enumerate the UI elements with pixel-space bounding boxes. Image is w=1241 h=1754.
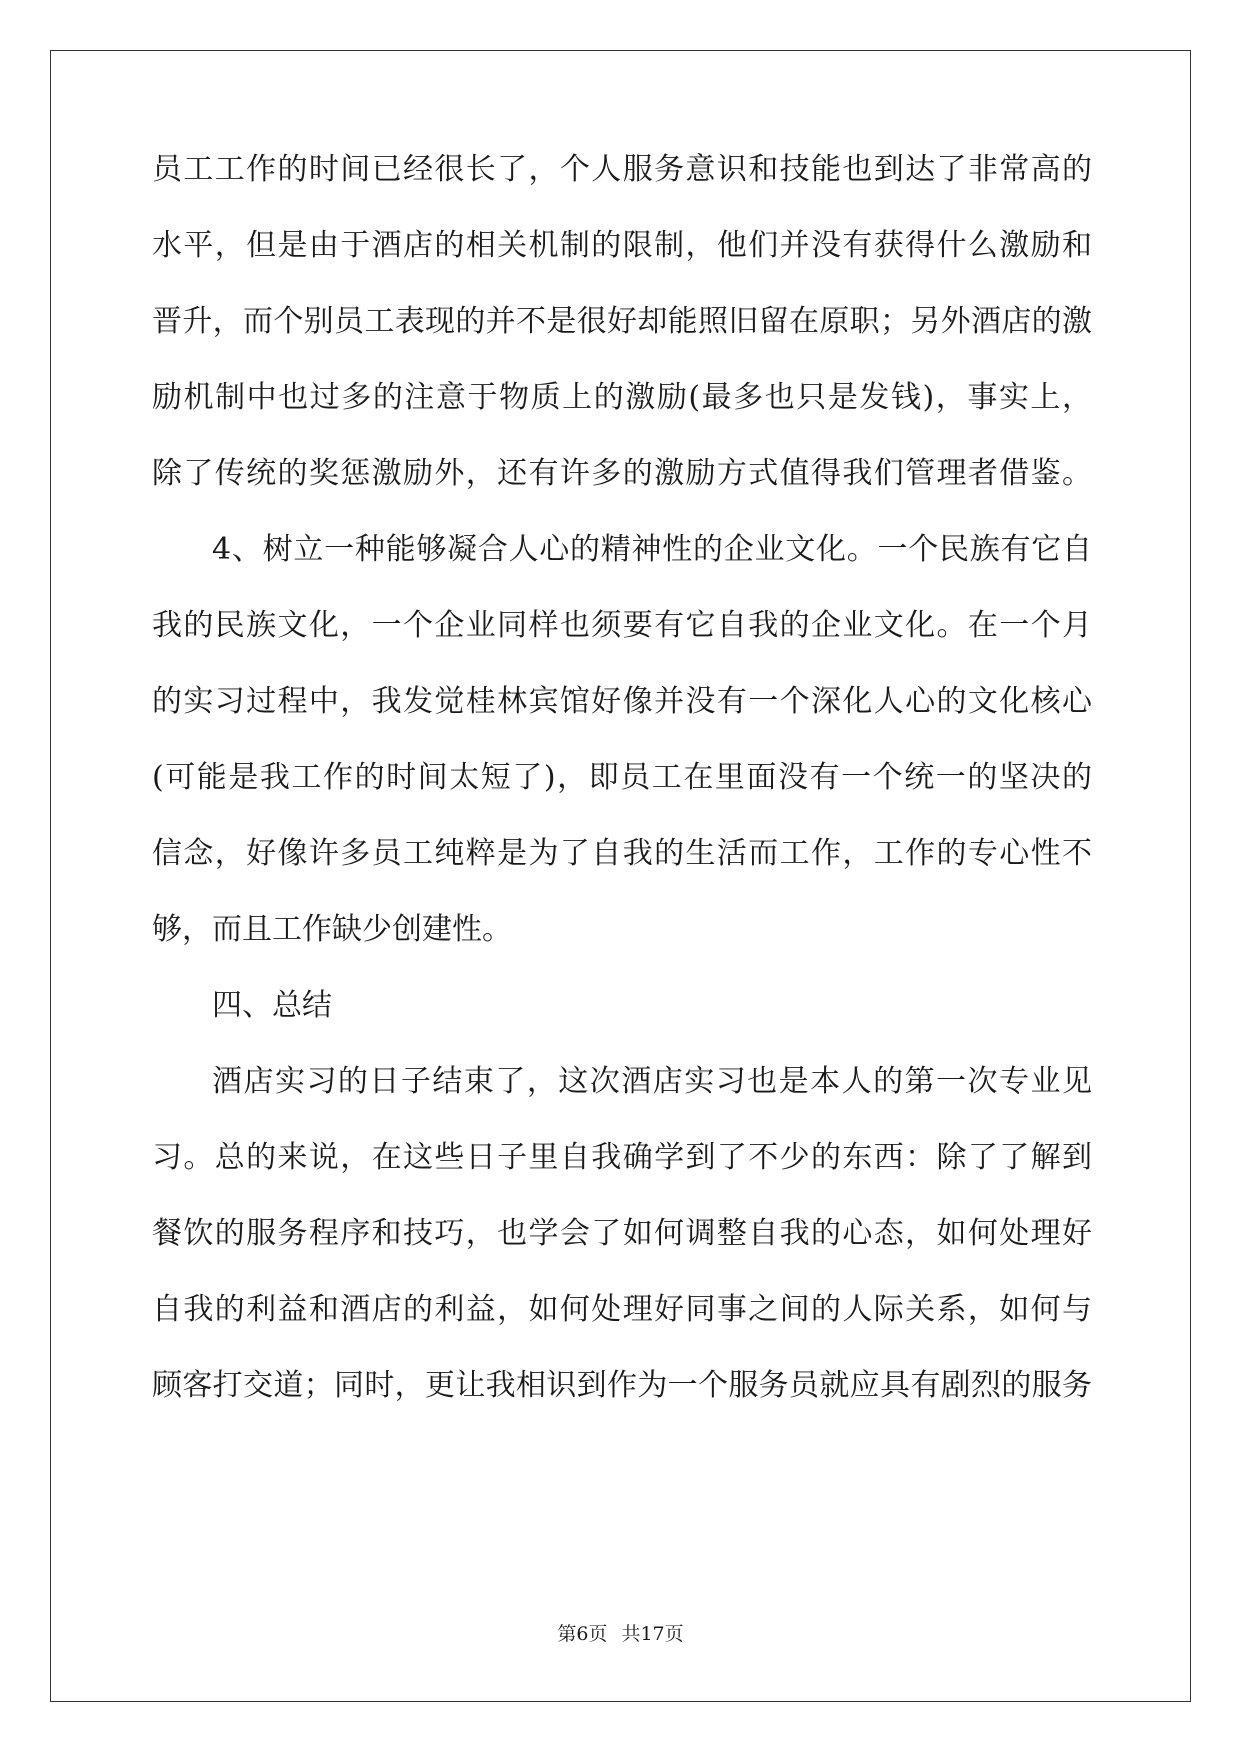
text-line: 够，而且工作缺少创建性。 xyxy=(152,912,512,947)
page-border xyxy=(50,50,1191,1702)
text-line: 习。总的来说，在这些日子里自我确学到了不少的东西：除了了解到 xyxy=(152,1140,1092,1175)
page-footer xyxy=(0,1622,1241,1646)
text-line: 顾客打交道；同时，更让我相识到作为一个服务员就应具有剧烈的服务 xyxy=(152,1368,1092,1403)
text-line: 水平，但是由于酒店的相关机制的限制，他们并没有获得什么激励和 xyxy=(152,228,1092,263)
paragraph-first-line: 4、树立一种能够凝合人心的精神性的企业文化。一个民族有它自 xyxy=(212,532,1092,567)
paragraph-first-line: 酒店实习的日子结束了，这次酒店实习也是本人的第一次专业见 xyxy=(212,1064,1092,1099)
text-line: 员工工作的时间已经很长了，个人服务意识和技能也到达了非常高的 xyxy=(152,152,1092,187)
text-line: (可能是我工作的时间太短了)，即员工在里面没有一个统一的坚决的 xyxy=(152,760,1092,795)
text-line: 除了传统的奖惩激励外，还有许多的激励方式值得我们管理者借鉴。 xyxy=(152,456,1092,491)
text-line: 自我的利益和酒店的利益，如何处理好同事之间的人际关系，如何与 xyxy=(152,1292,1092,1327)
text-line: 餐饮的服务程序和技巧，也学会了如何调整自我的心态，如何处理好 xyxy=(152,1216,1092,1251)
text-line: 的实习过程中，我发觉桂林宾馆好像并没有一个深化人心的文化核心 xyxy=(152,684,1092,719)
page-number: 第6页 xyxy=(557,1623,608,1645)
page-total: 共17页 xyxy=(621,1623,684,1645)
section-heading: 四、总结 xyxy=(212,988,332,1023)
text-line: 晋升，而个别员工表现的并不是很好却能照旧留在原职；另外酒店的激 xyxy=(152,304,1092,339)
text-line: 励机制中也过多的注意于物质上的激励(最多也只是发钱)，事实上， xyxy=(152,380,1092,415)
text-line: 我的民族文化，一个企业同样也须要有它自我的企业文化。在一个月 xyxy=(152,608,1092,643)
text-line: 信念，好像许多员工纯粹是为了自我的生活而工作，工作的专心性不 xyxy=(152,836,1092,871)
